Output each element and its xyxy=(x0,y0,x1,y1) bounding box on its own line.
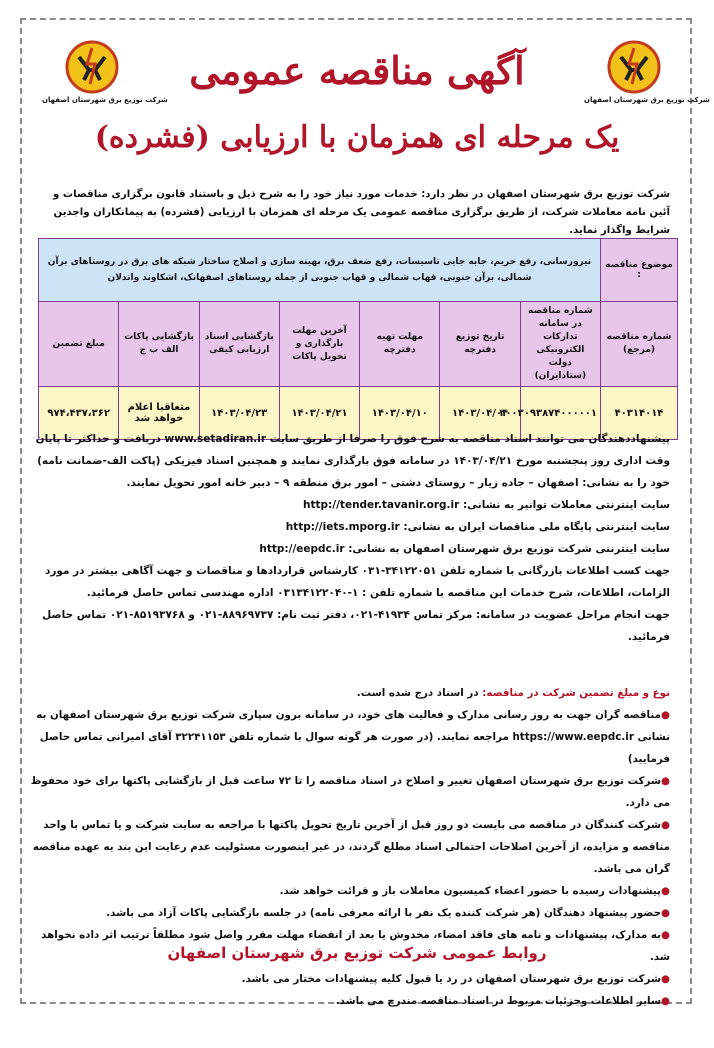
documents-paragraph: پیشنهاددهندگان می توانند اسناد مناقصه به شرح فوق را صرفا از طریق سایت www.setadiran.ir دریافت و حداکثر تا پایان وقت اداری روز پنجشنبه مورخ ۱۴۰۳/۰۴/۲۱ در سامانه فوق بارگذاری نمایند و همچنین اسناد فیزیکی (پاکت الف-ضمانت نامه) خود را به نشانی: اصفهان – جاده زیار – روستای دشتی – امور برق منطقه ۹ – دبیر خانه امور تحویل نمایند. xyxy=(35,433,670,489)
list-item-text: سایر اطلاعات وجزئیات مربوط در اسناد مناقصه مندرج می باشد. xyxy=(335,995,661,1007)
guarantee-line xyxy=(30,682,670,704)
tender-table xyxy=(38,238,678,440)
conditions-list xyxy=(30,682,670,1012)
list-item xyxy=(30,770,670,814)
value-cell: متعاقبا اعلام خواهد شد xyxy=(119,387,199,440)
guarantee-tail: در اسناد درج شده است. xyxy=(356,687,483,699)
list-item-text: حضور پیشنهاد دهندگان (هر شرکت کننده یک نفر با ارائه معرفی نامه) در جلسه بازگشایی پاکات آزاد می باشد. xyxy=(106,907,661,919)
notice-subtitle: یک مرحله ای همزمان با ارزیابی (فشرده) xyxy=(94,120,620,155)
site-line xyxy=(30,494,670,516)
value-cell: ۱۴۰۳/۰۴/۱۰ xyxy=(360,387,440,440)
list-item xyxy=(30,880,670,902)
header-cell: مبلغ تضمین xyxy=(39,302,119,387)
bullet-icon: ● xyxy=(661,973,670,985)
header-cell: آخرین مهلت بارگذاری و تحویل پاکات xyxy=(279,302,359,387)
value-cell: ۹۷۴،۴۳۷،۳۶۲ xyxy=(39,387,119,440)
body-text xyxy=(30,428,670,648)
list-item-text: پیشنهادات رسیده با حضور اعضاء کمیسیون معاملات باز و قرائت خواهد شد. xyxy=(279,885,661,897)
logo-caption: شرکت توزیع برق شهرستان اصفهان xyxy=(584,96,710,104)
header-cell: تاریخ توزیع دفترچه xyxy=(440,302,520,387)
subject-label: موضوع مناقصه : xyxy=(601,239,678,302)
bullet-icon: ● xyxy=(661,907,670,919)
list-item-text: مناقصه گران جهت به روز رسانی مدارک و فعالیت های خود، در سامانه برون سپاری شرکت توزیع برق شهرستان اصفهان به نشانی https://www.eepdc.ir مراجعه نمایند. (در صورت هر گونه سوال با شماره تلفن ۳۲۲۴۱۱۵۳ آقای امیرانی تماس حاصل فرمایید) xyxy=(36,709,670,765)
list-item-text: به مدارک، پیشنهادات و نامه های فاقد امضاء، مخدوش یا بعد از انقضاء مهلت مقرر واصل شود مطلقاً ترتیب اثر داده نخواهد شد. xyxy=(41,929,670,963)
tavanir-link[interactable]: http://tender.tavanir.org.ir xyxy=(303,499,460,511)
header-cell: بازگشایی اسناد ارزیابی کیفی xyxy=(199,302,279,387)
list-item xyxy=(30,814,670,880)
header-cell: شماره مناقصه (مرجع) xyxy=(601,302,678,387)
guarantee-heading: نوع و مبلغ تضمین شرکت در مناقصه: xyxy=(482,687,670,699)
subject-row xyxy=(39,239,678,302)
list-item xyxy=(30,902,670,924)
bullet-icon: ● xyxy=(661,929,670,941)
value-cell: ۲۰۰۳۰۹۳۸۷۴۰۰۰۰۰۱ xyxy=(520,387,600,440)
bullet-icon: ● xyxy=(661,819,670,831)
list-item xyxy=(30,990,670,1012)
site-line xyxy=(30,538,670,560)
subject-text: نیرورسانی، رفع حریم، جابه جایی تاسیسات، رفع ضعف برق، بهینه سازی و اصلاح ساختار شبکه های برق در روستاهای برآن شمالی، برآن جنوبی، قهاب شمالی و قهاب جنوبی از جمله روستاهای اصفهانک، اشکاوند واندلان xyxy=(39,239,601,302)
list-item xyxy=(30,968,670,990)
notice-title: آگهی مناقصه عمومی xyxy=(189,48,525,93)
site-line xyxy=(30,516,670,538)
header-cell: بازگشایی پاکات الف ب ج xyxy=(119,302,199,387)
value-cell: ۱۴۰۳/۰۴/۰۴ xyxy=(440,387,520,440)
list-item xyxy=(30,704,670,770)
header-cell: مهلت تهیه دفترچه xyxy=(360,302,440,387)
registration-paragraph: جهت انجام مراحل عضویت در سامانه: مرکز تماس ۴۱۹۳۴-۰۲۱، دفتر ثبت نام: ۸۸۹۶۹۷۳۷-۰۲۱ و ۸۵۱۹۳۷۶۸-۰۲۱ تماس حاصل فرمائید. xyxy=(42,609,670,643)
list-item-text: شرکت توزیع برق شهرستان اصفهان تغییر و اصلاح در اسناد مناقصه را تا ۷۲ ساعت قبل از بازگشایی پاکتها برای خود محفوظ می دارد. xyxy=(30,775,670,809)
value-cell: ۴۰۳۱۴۰۱۴ xyxy=(601,387,678,440)
iets-link[interactable]: http://iets.mporg.ir xyxy=(285,521,400,533)
header-row xyxy=(39,302,678,387)
value-cell: ۱۴۰۳/۰۴/۲۳ xyxy=(199,387,279,440)
value-cell: ۱۴۰۳/۰۴/۲۱ xyxy=(279,387,359,440)
list-item-text: شرکت توزیع برق شهرستان اصفهان در رد یا قبول کلیه پیشنهادات مختار می باشد. xyxy=(241,973,661,985)
eepdc-link[interactable]: http://eepdc.ir xyxy=(259,543,345,555)
bullet-icon: ● xyxy=(661,709,670,721)
contact-paragraph: جهت کسب اطلاعات بازرگانی با شماره تلفن ۳۴۱۲۲۰۵۱-۰۳۱ کارشناس قراردادها و مناقصات و جهت آگاهی بیشتر در مورد الزامات، اطلاعات، شرح خدمات این مناقصه با شماره تلفن : ۱-۰۳۱۳۴۱۲۲۰۴۰ اداره مهندسی تماس حاصل فرمائید. xyxy=(44,565,670,599)
bullet-icon: ● xyxy=(661,775,670,787)
logo-caption: شرکت توزیع برق شهرستان اصفهان xyxy=(42,96,168,104)
bullet-icon: ● xyxy=(661,885,670,897)
header-cell: شماره مناقصه در سامانه تدارکات الکترونیکی دولت (ستادایران) xyxy=(520,302,600,387)
public-relations-footer: روابط عمومی شرکت توزیع برق شهرستان اصفهان xyxy=(167,944,547,962)
list-item-text: شرکت کنندگان در مناقصه می بایست دو روز قبل از آخرین تاریخ تحویل پاکتها با مراجعه به سایت شرکت و یا تماس با واحد مناقصه و مزایده، از آخرین اصلاحات احتمالی اسناد مطلع گردند، در غیر اینصورت مسئولیت عدم رعایت این بند به عهده مناقصه گران می باشد. xyxy=(32,819,670,875)
site-label: سایت اینترنتی شرکت توزیع برق شهرستان اصفهان به نشانی: xyxy=(348,543,670,555)
site-label: سایت اینترنتی پایگاه ملی مناقصات ایران به نشانی: xyxy=(403,521,670,533)
intro-paragraph: شرکت توزیع برق شهرستان اصفهان در نظر دارد: خدمات مورد نیاز خود را به شرح ذیل و باستناد قانون برگزاری مناقصات و آئین نامه معاملات شرکت، از طریق برگزاری مناقصه عمومی یک مرحله ای همزمان با ارزیابی (فشرده) به پیمانکاران واجدین شرایط واگذار نماید. xyxy=(53,189,670,236)
site-label: سایت اینترنتی معاملات توانیر به نشانی: xyxy=(462,499,670,511)
bullet-icon: ● xyxy=(661,995,670,1007)
